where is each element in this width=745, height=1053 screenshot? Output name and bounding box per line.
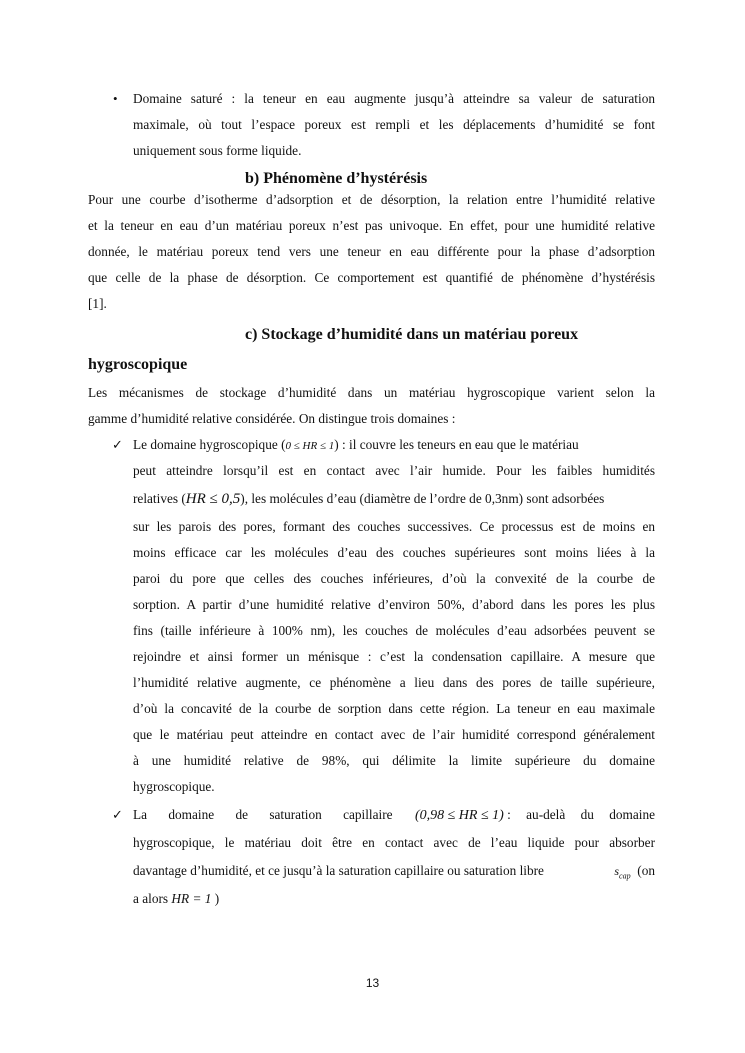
math-s: s [614, 864, 620, 878]
check1-line-1 [133, 432, 655, 459]
heading-stockage: c) Stockage d’humidité dans un matériau poreux [245, 326, 579, 343]
math-hr-range: 0 ≤ HR ≤ 1 [285, 440, 335, 452]
math-hr-one: HR = 1 [171, 891, 212, 906]
check1-line3-post: ), les molécules d’eau (diamètre de l’ordre de 0,3nm) sont adsorbées [240, 491, 605, 506]
math-hr-capillary: (0,98 ≤ HR ≤ 1) [414, 808, 504, 823]
check1-line1-pre: Le domaine hygroscopique ( [133, 437, 286, 452]
check1-line3-pre: relatives ( [133, 491, 186, 506]
check1-line-10: l’humidité relative augmente, ce phénomène a lieu dans des pores de taille supérieure, [133, 675, 655, 690]
para-b-line-5: [1]. [88, 296, 107, 311]
para-b-line-4: que celle de la phase de désorption. Ce comportement est quantifié de phénomène d’hystérésis [88, 270, 655, 285]
check1-line-7: sorption. A partir d’une humidité relative d’environ 50%, d’abord dans les pores les plus [133, 597, 655, 612]
check2-line3-post: (on [637, 863, 655, 878]
bullet-marker: • [113, 91, 118, 106]
para-b-line-2: et la teneur en eau d’un matériau poreux n’est pas univoque. En effet, pour une humidité relative [88, 218, 655, 233]
bullet-line-3: uniquement sous forme liquide. [133, 143, 302, 158]
page-number: 13 [365, 976, 380, 990]
check1-line-3 [133, 486, 655, 512]
check2-line4-pre: a alors [133, 891, 169, 906]
heading-hysteresis: b) Phénomène d’hystérésis [245, 170, 428, 187]
math-hr-half: HR ≤ 0,5 [185, 491, 241, 507]
check1-line-13: à une humidité relative de 98%, qui délimite la limite supérieure du domaine [133, 753, 655, 768]
check1-line-4: sur les parois des pores, formant des couches successives. Ce processus est de moins en [133, 519, 655, 534]
check1-line-11: d’où la concavité de la courbe de sorption dans cette région. La teneur en eau maximale [133, 701, 655, 716]
check1-line-5: moins efficace car les molécules d’eau des couches supérieures sont moins liées à la [133, 545, 655, 560]
check2-line-4 [133, 886, 655, 912]
math-cap-sub: cap [619, 871, 631, 881]
check2-line-1 [133, 802, 655, 829]
check1-line-2: peut atteindre lorsqu’il est en contact avec l’air humide. Pour les faibles humidités [133, 463, 655, 478]
check1-line-14: hygroscopique. [133, 779, 215, 794]
check1-line1-post: ) : il couvre les teneurs en eau que le matériau [334, 437, 579, 452]
para-b-line-1: Pour une courbe d’isotherme d’adsorption et de désorption, la relation entre l’humidité relative [88, 192, 655, 207]
check2-line3-pre: davantage d’humidité, et ce jusqu’à la saturation capillaire ou saturation libre [133, 863, 544, 878]
heading-stockage-cont: hygroscopique [88, 356, 188, 373]
para-c-line-1: Les mécanismes de stockage d’humidité dans un matériau hygroscopique varient selon la [88, 385, 655, 400]
check-marker-1: ✓ [112, 437, 123, 452]
check1-line-9: rejoindre et ainsi former un ménisque : c’est la condensation capillaire. A mesure que [133, 649, 655, 664]
check2-line-3 [133, 858, 655, 890]
check1-line-12: que le matériau peut atteindre en contact avec de l’air humidité correspond généralement [133, 727, 655, 742]
bullet-line-1: Domaine saturé : la teneur en eau augmente jusqu’à atteindre sa valeur de saturation [133, 91, 655, 106]
para-b-line-3: donnée, le matériau poreux tend vers une teneur en eau différente pour la phase d’adsorption [88, 244, 655, 259]
check1-line-8: fins (taille inférieure à 100% nm), les couches de molécules d’eau adsorbées peuvent se [133, 623, 655, 638]
check2-line1-post: : au-delà du domaine [507, 807, 655, 822]
check2-line1-pre: La domaine de saturation capillaire [133, 807, 393, 822]
check2-line-2: hygroscopique, le matériau doit être en contact avec de l’eau liquide pour absorber [133, 835, 655, 850]
para-c-line-2: gamme d’humidité relative considérée. On distingue trois domaines : [88, 411, 456, 426]
bullet-line-2: maximale, où tout l’espace poreux est rempli et les déplacements d’humidité se font [133, 117, 655, 132]
check1-line-6: paroi du pore que celles des couches inférieures, d’où la convexité de la courbe de [133, 571, 655, 586]
check-marker-2: ✓ [112, 807, 123, 822]
check2-line4-post: ) [214, 891, 220, 906]
